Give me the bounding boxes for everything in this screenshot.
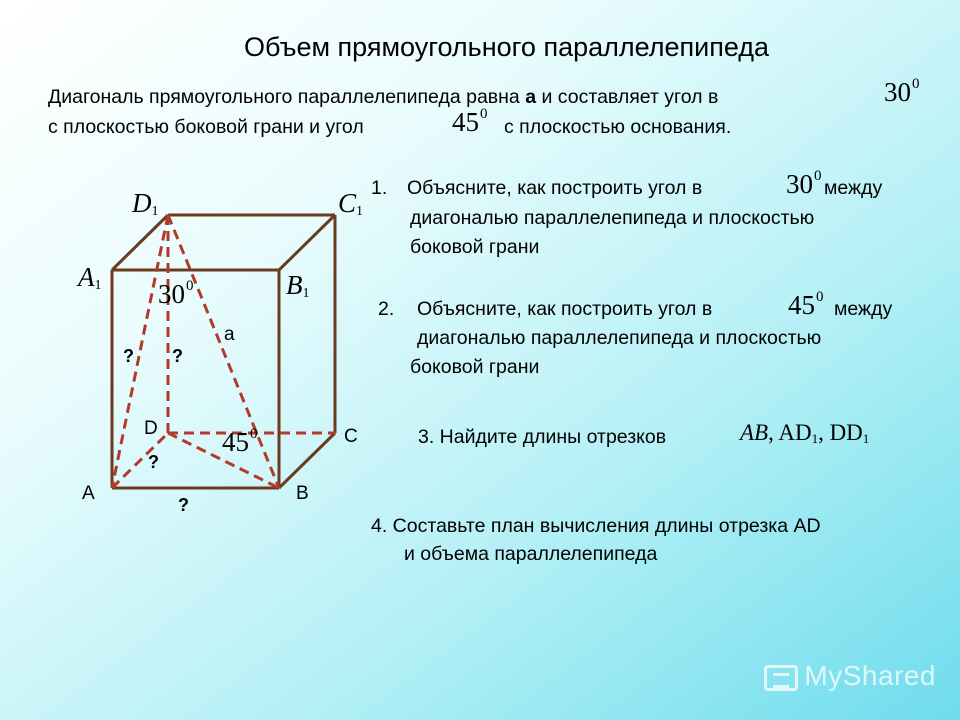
subscript: 1 bbox=[356, 204, 364, 219]
intro-line-2-start: с плоскостью боковой грани и угол bbox=[48, 116, 364, 138]
vertex-letter: C bbox=[338, 188, 357, 218]
page-title: Объем прямоугольного параллелепипеда bbox=[244, 32, 770, 62]
segment-dd1: , DD bbox=[818, 420, 863, 445]
degree-mark: 0 bbox=[816, 289, 824, 305]
task-1-line-3: боковой грани bbox=[410, 236, 540, 258]
task-2-line-1-end: между bbox=[834, 298, 893, 320]
degree-mark: 0 bbox=[480, 106, 488, 122]
subscript: 1 bbox=[151, 204, 159, 219]
angle-value: 45 bbox=[222, 427, 249, 457]
degree-mark: 0 bbox=[186, 278, 194, 294]
angle-value: 45 bbox=[788, 290, 815, 320]
unknown-mark-aa1: ? bbox=[123, 346, 134, 366]
edge-a1-d1 bbox=[112, 215, 168, 270]
task-2-number: 2. bbox=[378, 298, 395, 320]
vertex-letter: A bbox=[78, 262, 95, 292]
task-1-line-1-end: между bbox=[824, 177, 883, 199]
edge-c1-b1 bbox=[279, 215, 335, 270]
vertex-c1-label bbox=[338, 188, 363, 220]
intro-line-2-end: с плоскостью основания. bbox=[504, 116, 732, 138]
diagonal-length-label: a bbox=[224, 324, 235, 345]
subscript: 1 bbox=[862, 431, 870, 446]
vertex-b1-label bbox=[286, 270, 310, 302]
angle-45-label bbox=[222, 426, 258, 458]
subscript: 1 bbox=[811, 431, 819, 446]
watermark bbox=[764, 660, 936, 692]
task-4-line-1: 4. Составьте план вычисления длины отрезка AD bbox=[371, 515, 821, 537]
watermark-logo-icon bbox=[764, 665, 798, 691]
unknown-mark-ab: ? bbox=[178, 495, 189, 515]
degree-mark: 0 bbox=[912, 76, 920, 92]
task-1-line-2: диагональю параллелепипеда и плоскостью bbox=[410, 207, 815, 229]
intro-text-1: Диагональ прямоугольного параллелепипеда равна bbox=[48, 86, 526, 108]
task-3-text: 3. Найдите длины отрезков bbox=[418, 426, 667, 448]
vertex-d1-label bbox=[132, 188, 159, 220]
edge-b-c bbox=[279, 433, 335, 488]
watermark-text: MyShared bbox=[804, 660, 936, 691]
unknown-mark-dd1: ? bbox=[172, 346, 183, 366]
diagonal-var: а bbox=[525, 86, 537, 108]
task-2-line-1: Объясните, как построить угол в bbox=[417, 298, 713, 320]
task-4-line-2: и объема параллелепипеда bbox=[404, 543, 658, 565]
task-2-line-3: боковой грани bbox=[410, 356, 540, 378]
vertex-c-label: C bbox=[344, 426, 358, 447]
vertex-d-label: D bbox=[144, 418, 158, 439]
vertex-a-label: A bbox=[82, 483, 95, 504]
unknown-mark-ad: ? bbox=[148, 452, 159, 472]
vertex-b-label: B bbox=[296, 483, 309, 504]
segment-ad1: , AD bbox=[768, 420, 812, 445]
segment-ab: AB bbox=[740, 420, 769, 445]
diagonal-d1-a bbox=[112, 215, 168, 488]
angle-value: 30 bbox=[786, 169, 813, 199]
subscript: 1 bbox=[302, 286, 310, 301]
task-2-line-2: диагональю параллелепипеда и плоскостью bbox=[417, 327, 822, 349]
angle-30-label bbox=[158, 278, 194, 310]
vertex-letter: B bbox=[286, 270, 303, 300]
task-1-number: 1. bbox=[371, 177, 388, 199]
degree-mark: 0 bbox=[814, 168, 822, 184]
vertex-a1-label bbox=[78, 262, 102, 294]
angle-value: 45 bbox=[452, 107, 479, 137]
vertex-letter: D bbox=[132, 188, 152, 218]
subscript: 1 bbox=[94, 278, 102, 293]
task-1-line-1: Объясните, как построить угол в bbox=[407, 177, 703, 199]
intro-text-1-rest: и составляет угол в bbox=[536, 86, 719, 108]
angle-value: 30 bbox=[158, 279, 185, 309]
angle-value: 30 bbox=[884, 77, 911, 107]
degree-mark: 0 bbox=[250, 426, 258, 442]
